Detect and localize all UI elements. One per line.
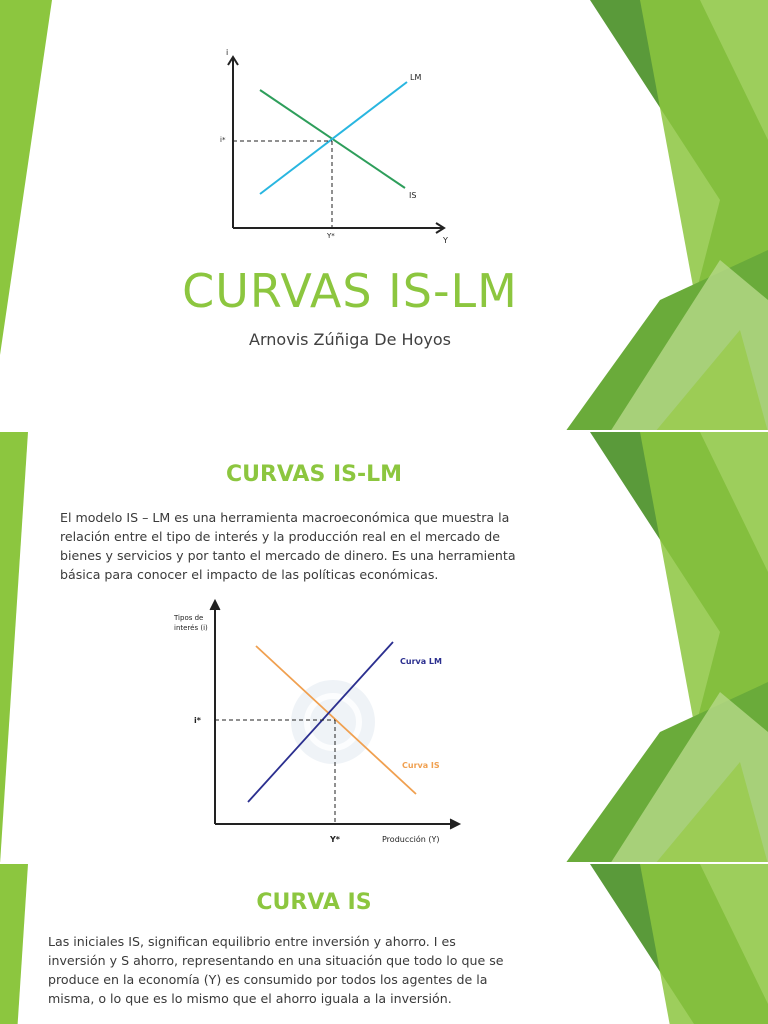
g2-y-eq-label: Y* <box>330 835 340 844</box>
g1-y-eq-label: Y* <box>327 232 335 240</box>
g2-is-label: Curva IS <box>402 761 440 770</box>
slide-title: CURVAS IS-LM <box>225 462 403 487</box>
islm-graph-2 <box>168 594 468 854</box>
slide-3 <box>0 864 768 1024</box>
g2-y-axis-label-2: interés (i) <box>174 624 208 632</box>
g1-lm-label: LM <box>410 73 422 82</box>
paragraph-line: El modelo IS – LM es una herramienta macroeconómica que muestra la <box>60 510 510 525</box>
g1-i-eq-label: i* <box>220 136 226 144</box>
slide-paragraph <box>60 508 590 584</box>
g2-y-axis-label-1: Tipos de <box>174 614 204 622</box>
g2-i-eq-label: i* <box>194 716 201 725</box>
slide-1 <box>0 0 768 432</box>
paragraph-line: produce en la economía (Y) es consumido por todos los agentes de la <box>48 972 488 987</box>
paragraph-line: bienes y servicios y por tanto el mercado de dinero. Es una herramienta <box>60 548 516 563</box>
paragraph-line: inversión y S ahorro, representando en una situación que todo lo que se <box>48 953 504 968</box>
paragraph-line: básica para conocer el impacto de las políticas económicas. <box>60 567 439 582</box>
g1-is-label: IS <box>409 191 417 200</box>
slide-title: CURVA IS <box>256 890 372 915</box>
islm-graph-1 <box>215 46 455 246</box>
slide-paragraph <box>48 932 578 1008</box>
g2-lm-label: Curva LM <box>400 657 442 666</box>
g1-x-axis-label: Y <box>443 236 448 245</box>
paragraph-line: misma, o lo que es lo mismo que el ahorro iguala a la inversión. <box>48 991 452 1006</box>
g1-y-axis-label: i <box>226 48 229 57</box>
paragraph-line: Las iniciales IS, significan equilibrio entre inversión y ahorro. I es <box>48 934 456 949</box>
presentation-title: CURVAS IS-LM <box>182 264 518 318</box>
paragraph-line: relación entre el tipo de interés y la producción real en el mercado de <box>60 529 500 544</box>
slide-2 <box>0 432 768 864</box>
g2-x-axis-label: Producción (Y) <box>382 835 440 844</box>
author-name: Arnovis Zúñiga De Hoyos <box>249 330 451 349</box>
